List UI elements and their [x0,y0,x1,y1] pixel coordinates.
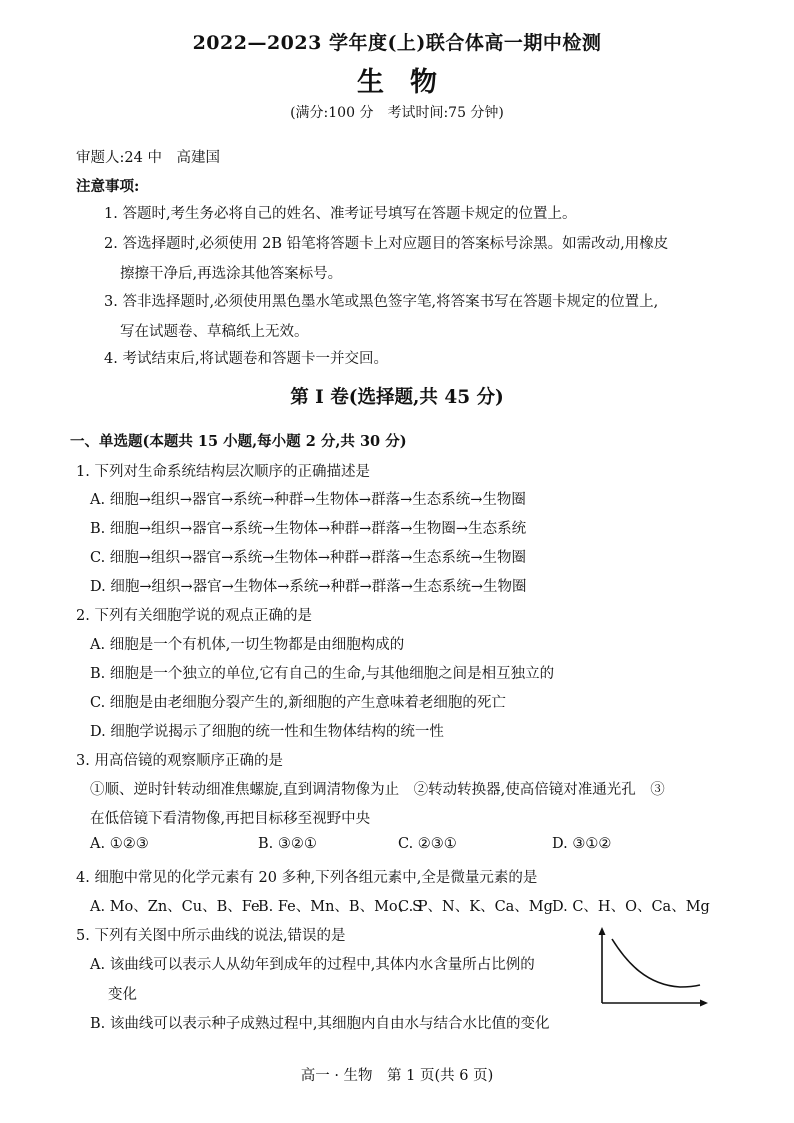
question-2-option-a: A. 细胞是一个有机体,一切生物都是由细胞构成的 [90,637,405,653]
question-3-option-c: C. ②③① [398,836,457,852]
question-2-option-b: B. 细胞是一个独立的单位,它有自己的生命,与其他细胞之间是相互独立的 [90,666,555,682]
notice-title: 注意事项: [76,178,140,195]
question-2-option-c: C. 细胞是由老细胞分裂产生的,新细胞的产生意味着老细胞的死亡 [90,695,506,711]
question-2-stem: 2. 下列有关细胞学说的观点正确的是 [76,608,312,624]
notice-item: 1. 答题时,考生务必将自己的姓名、准考证号填写在答题卡规定的位置上。 [104,206,577,222]
question-1-stem: 1. 下列对生命系统结构层次顺序的正确描述是 [76,464,370,480]
question-4-stem: 4. 细胞中常见的化学元素有 20 多种,下列各组元素中,全是微量元素的是 [76,870,538,886]
exam-title: 2022—2023 学年度(上)联合体高一期中检测 [192,32,602,54]
score-info: (满分:100 分 考试时间:75 分钟) [290,105,504,121]
question-3-option-b: B. ③②① [258,836,317,852]
question-5-stem: 5. 下列有关图中所示曲线的说法,错误的是 [76,928,346,944]
question-4-option-d: D. C、H、O、Ca、Mg [552,899,710,915]
question-4-option-b: B. Fe、Mn、B、Mo、S [258,899,423,915]
question-3-line-1: ①顺、逆时针转动细准焦螺旋,直到调清物像为止 ②转动转换器,使高倍镜对准通光孔 ③ [90,782,665,798]
question-4-option-a: A. Mo、Zn、Cu、B、Fe [90,899,260,915]
question-5-option-a-line-1: A. 该曲线可以表示人从幼年到成年的过程中,其体内水含量所占比例的 [90,957,535,973]
subject-title: 生物 [357,67,463,98]
question-1-option-b: B. 细胞→组织→器官→系统→生物体→种群→群落→生物圈→生态系统 [90,521,527,537]
question-1-option-c: C. 细胞→组织→器官→系统→生物体→种群→群落→生态系统→生物圈 [90,550,526,566]
question-1-option-d: D. 细胞→组织→器官→生物体→系统→种群→群落→生态系统→生物圈 [90,579,527,595]
question-5-option-b: B. 该曲线可以表示种子成熟过程中,其细胞内自由水与结合水比值的变化 [90,1016,550,1032]
question-setter: 审题人:24 中 高建国 [76,150,220,166]
question-1-option-a: A. 细胞→组织→器官→系统→种群→生物体→群落→生态系统→生物圈 [90,492,526,508]
decreasing-curve [612,939,700,987]
question-3-line-2: 在低倍镜下看清物像,再把目标移至视野中央 [90,811,371,827]
notice-item: 3. 答非选择题时,必须使用黑色墨水笔或黑色签字笔,将答案书写在答题卡规定的位置上, [104,294,659,310]
notice-item: 写在试题卷、草稿纸上无效。 [120,324,309,340]
notice-item: 2. 答选择题时,必须使用 2B 铅笔将答题卡上对应题目的答案标号涂黑。如需改动,用橡皮 [104,236,669,252]
page-footer: 高一 · 生物 第 1 页(共 6 页) [300,1068,494,1084]
part-title: 一、单选题(本题共 15 小题,每小题 2 分,共 30 分) [70,433,407,450]
notice-item: 4. 考试结束后,将试题卷和答题卡一并交回。 [104,351,389,367]
question-4-option-c: C. P、N、K、Ca、Mg [398,899,553,915]
question-3-option-d: D. ③①② [552,836,612,852]
question-3-option-a: A. ①②③ [90,836,149,852]
question-3-stem: 3. 用高倍镜的观察顺序正确的是 [76,753,283,769]
notice-item: 擦擦干净后,再选涂其他答案标号。 [120,266,343,282]
question-2-option-d: D. 细胞学说揭示了细胞的统一性和生物体结构的统一性 [90,724,444,740]
x-axis-arrow-icon [700,1000,708,1007]
y-axis-arrow-icon [599,927,606,935]
question-5-option-a-line-2: 变化 [108,987,137,1003]
decay-curve-graph [592,925,710,1025]
section-title: 第 I 卷(选择题,共 45 分) [290,387,504,408]
